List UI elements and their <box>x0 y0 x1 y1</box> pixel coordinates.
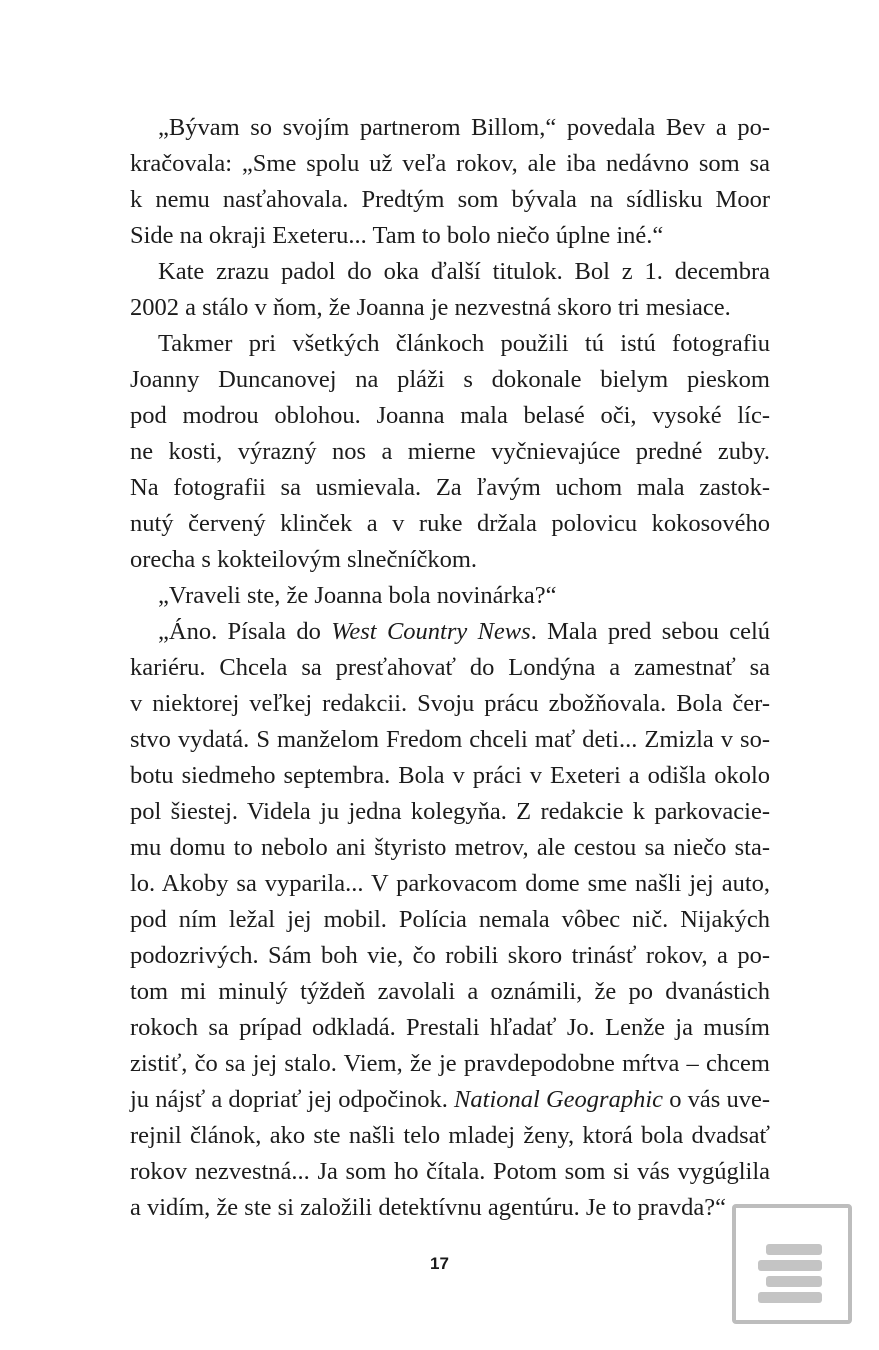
text-line <box>130 506 770 542</box>
text-line-content: ju nájsť a dopriať jej odpočinok. <box>130 1086 455 1113</box>
text-line <box>130 1154 770 1190</box>
text-line-content: rokoch sa prípad odkladá. Prestali hľadať Jo. Lenže ja musím <box>130 1014 770 1041</box>
text-line-content: „Vraveli ste, že Joanna bola novinárka?“ <box>158 582 557 609</box>
text-line <box>130 1118 770 1154</box>
text-line-content: „Áno. Písala do <box>158 618 332 645</box>
text-line-content: pod modrou oblohou. Joanna mala belasé oči, vysoké líc- <box>130 402 770 429</box>
italic-title: West Country News <box>331 618 531 645</box>
text-line <box>130 1082 770 1118</box>
page-body-text <box>130 110 770 1226</box>
text-line-content: rokov nezvestná... Ja som ho čítala. Potom som si vás vygúglila <box>130 1158 770 1185</box>
text-line <box>130 614 770 650</box>
text-line <box>130 254 770 290</box>
text-line <box>130 182 770 218</box>
text-line-content: „Bývam so svojím partnerom Billom,“ povedala Bev a po- <box>158 114 770 141</box>
text-line <box>130 290 770 326</box>
text-line-content: zistiť, čo sa jej stalo. Viem, že je pravdepodobne mŕtva – chcem <box>130 1050 770 1077</box>
text-line <box>130 542 770 578</box>
text-line-content: pod ním ležal jej mobil. Polícia nemala vôbec nič. Nijakých <box>130 906 770 933</box>
text-line-content: Joanny Duncanovej na pláži s dokonale bielym pieskom <box>130 366 770 393</box>
italic-title: National Geographic <box>454 1086 664 1113</box>
text-line <box>130 938 770 974</box>
text-line <box>130 1046 770 1082</box>
text-line <box>130 1010 770 1046</box>
text-line <box>130 758 770 794</box>
text-line <box>130 974 770 1010</box>
text-line-content: nutý červený klinček a v ruke držala polovicu kokosového <box>130 510 770 537</box>
text-line-content: podozrivých. Sám boh vie, čo robili skoro trinásť rokov, a po- <box>130 942 770 969</box>
text-line <box>130 578 770 614</box>
text-line <box>130 1190 770 1226</box>
text-line-content: kariéru. Chcela sa presťahovať do Londýna a zamestnať sa <box>130 654 770 681</box>
text-line-content: rejnil článok, ako ste našli telo mladej ženy, ktorá bola dvadsať <box>130 1122 770 1149</box>
text-line-continuation: o vás uve- <box>663 1086 771 1113</box>
text-line <box>130 866 770 902</box>
text-line-continuation: . Mala pred sebou celú <box>530 618 770 645</box>
text-line-content: pol šiestej. Videla ju jedna kolegyňa. Z redakcie k parkovacie- <box>130 798 770 825</box>
text-line <box>130 146 770 182</box>
text-line-content: v niektorej veľkej redakcii. Svoju prácu zbožňovala. Bola čer- <box>130 690 770 717</box>
text-line-content: 2002 a stálo v ňom, že Joanna je nezvestná skoro tri mesiace. <box>130 294 731 321</box>
text-line-content: mu domu to nebolo ani štyristo metrov, ale cestou sa niečo sta- <box>130 834 770 861</box>
text-line <box>130 398 770 434</box>
text-line <box>130 110 770 146</box>
text-line <box>130 362 770 398</box>
text-line <box>130 218 770 254</box>
page-number: 17 <box>430 1254 449 1273</box>
text-line <box>130 434 770 470</box>
text-line-content: stvo vydatá. S manželom Fredom chceli mať deti... Zmizla v so- <box>130 726 770 753</box>
text-line <box>130 794 770 830</box>
text-line <box>130 326 770 362</box>
text-line-content: tom mi minulý týždeň zavolali a oznámili, že po dvanástich <box>130 978 770 1005</box>
text-line <box>130 830 770 866</box>
text-line-content: kračovala: „Sme spolu už veľa rokov, ale iba nedávno som sa <box>130 150 770 177</box>
text-line <box>130 650 770 686</box>
text-line-content: a vidím, že ste si založili detektívnu agentúru. Je to pravda?“ <box>130 1194 726 1221</box>
text-line <box>130 686 770 722</box>
text-line-content: botu siedmeho septembra. Bola v práci v Exeteri a odišla okolo <box>130 762 770 789</box>
text-line-content: Kate zrazu padol do oka ďalší titulok. Bol z 1. decembra <box>158 258 770 285</box>
text-line-content: Takmer pri všetkých článkoch použili tú istú fotografiu <box>158 330 770 357</box>
text-line-content: Na fotografii sa usmievala. Za ľavým uchom mala zastok- <box>130 474 770 501</box>
text-line <box>130 722 770 758</box>
text-line-content: Side na okraji Exeteru... Tam to bolo niečo úplne iné.“ <box>130 222 664 249</box>
text-line-content: lo. Akoby sa vyparila... V parkovacom dome sme našli jej auto, <box>130 870 770 897</box>
text-line-content: ne kosti, výrazný nos a mierne vyčnievajúce predné zuby. <box>130 438 770 465</box>
text-line-content: k nemu nasťahovala. Predtým som bývala na sídlisku Moor <box>130 186 770 213</box>
text-line <box>130 902 770 938</box>
text-line <box>130 470 770 506</box>
book-stack-icon <box>732 1204 852 1324</box>
text-line-content: orecha s kokteilovým slnečníčkom. <box>130 546 477 573</box>
